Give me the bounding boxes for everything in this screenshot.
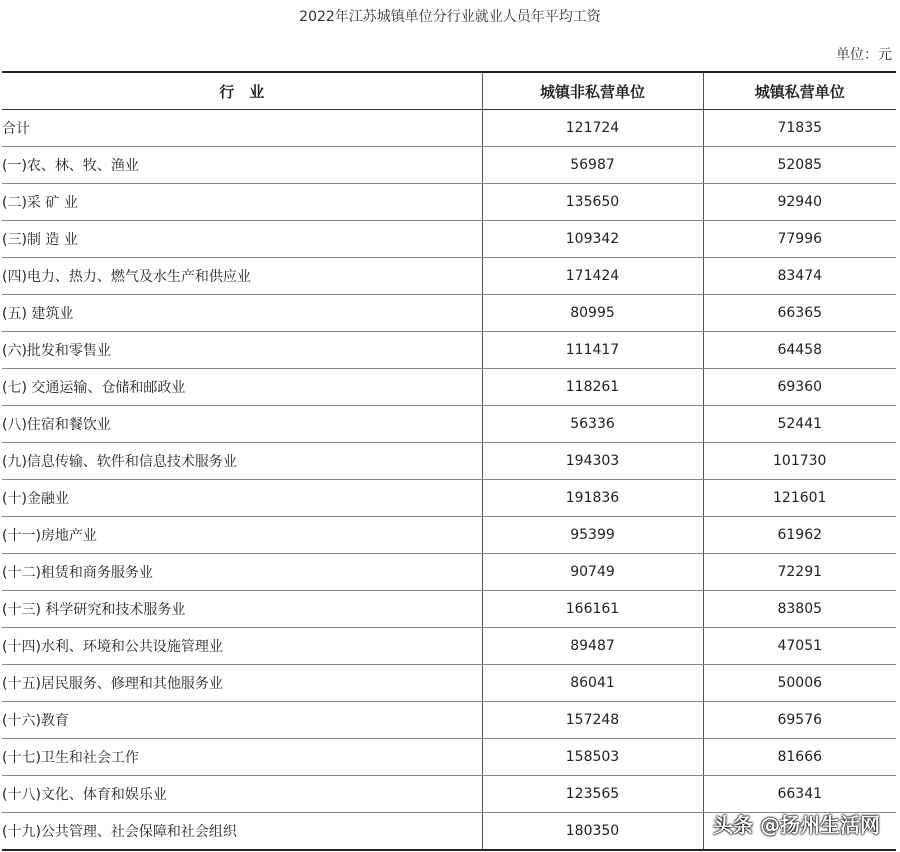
table-row xyxy=(2,443,896,480)
non-private-wage-cell: 121724 xyxy=(482,110,703,147)
table-row xyxy=(2,517,896,554)
non-private-wage-cell: 166161 xyxy=(482,591,703,628)
header-industry: 行 业 xyxy=(2,72,482,110)
private-wage-cell: 61962 xyxy=(703,517,896,554)
industry-cell: (十九)公共管理、社会保障和社会组织 xyxy=(2,813,482,851)
private-wage-cell: 101730 xyxy=(703,443,896,480)
private-wage-cell: 69360 xyxy=(703,369,896,406)
wage-table xyxy=(2,71,896,851)
table-row xyxy=(2,332,896,369)
private-wage-cell: 66341 xyxy=(703,776,896,813)
table-row xyxy=(2,554,896,591)
table-row xyxy=(2,665,896,702)
table-row xyxy=(2,184,896,221)
table-row xyxy=(2,258,896,295)
private-wage-cell: 77996 xyxy=(703,221,896,258)
non-private-wage-cell: 86041 xyxy=(482,665,703,702)
industry-cell: (六)批发和零售业 xyxy=(2,332,482,369)
industry-cell: (十)金融业 xyxy=(2,480,482,517)
non-private-wage-cell: 118261 xyxy=(482,369,703,406)
table-row xyxy=(2,221,896,258)
private-wage-cell: 71835 xyxy=(703,110,896,147)
non-private-wage-cell: 89487 xyxy=(482,628,703,665)
table-row xyxy=(2,480,896,517)
industry-cell: 合计 xyxy=(2,110,482,147)
private-wage-cell: 81666 xyxy=(703,739,896,776)
private-wage-cell: 69576 xyxy=(703,702,896,739)
header-row xyxy=(2,72,896,110)
industry-cell: (十二)租赁和商务服务业 xyxy=(2,554,482,591)
private-wage-cell: 52085 xyxy=(703,147,896,184)
table-row xyxy=(2,147,896,184)
non-private-wage-cell: 56987 xyxy=(482,147,703,184)
table-row xyxy=(2,369,896,406)
private-wage-cell: 72291 xyxy=(703,554,896,591)
non-private-wage-cell: 90749 xyxy=(482,554,703,591)
non-private-wage-cell: 157248 xyxy=(482,702,703,739)
private-wage-cell: 66365 xyxy=(703,295,896,332)
table-row xyxy=(2,591,896,628)
non-private-wage-cell: 135650 xyxy=(482,184,703,221)
table-row xyxy=(2,295,896,332)
page-title: 2022年江苏城镇单位分行业就业人员年平均工资 xyxy=(299,9,601,25)
non-private-wage-cell: 194303 xyxy=(482,443,703,480)
non-private-wage-cell: 123565 xyxy=(482,776,703,813)
private-wage-cell: 64458 xyxy=(703,332,896,369)
non-private-wage-cell: 111417 xyxy=(482,332,703,369)
table-row xyxy=(2,702,896,739)
non-private-wage-cell: 95399 xyxy=(482,517,703,554)
industry-cell: (五) 建筑业 xyxy=(2,295,482,332)
table-row xyxy=(2,776,896,813)
non-private-wage-cell: 109342 xyxy=(482,221,703,258)
table-row xyxy=(2,110,896,147)
industry-cell: (九)信息传输、软件和信息技术服务业 xyxy=(2,443,482,480)
non-private-wage-cell: 56336 xyxy=(482,406,703,443)
industry-cell: (二)采 矿 业 xyxy=(2,184,482,221)
watermark: 头条 @扬州生活网 xyxy=(713,813,880,837)
industry-cell: (十八)文化、体育和娱乐业 xyxy=(2,776,482,813)
industry-cell: (七) 交通运输、仓储和邮政业 xyxy=(2,369,482,406)
header-private: 城镇私营单位 xyxy=(703,72,896,110)
private-wage-cell: 121601 xyxy=(703,480,896,517)
private-wage-cell: 92940 xyxy=(703,184,896,221)
header-non-private: 城镇非私营单位 xyxy=(482,72,703,110)
industry-cell: (十六)教育 xyxy=(2,702,482,739)
industry-cell: (十七)卫生和社会工作 xyxy=(2,739,482,776)
industry-cell: (十三) 科学研究和技术服务业 xyxy=(2,591,482,628)
industry-cell: (十一)房地产业 xyxy=(2,517,482,554)
table-row xyxy=(2,406,896,443)
industry-cell: (十四)水利、环境和公共设施管理业 xyxy=(2,628,482,665)
private-wage-cell: 83474 xyxy=(703,258,896,295)
private-wage-cell: 83805 xyxy=(703,591,896,628)
non-private-wage-cell: 80995 xyxy=(482,295,703,332)
non-private-wage-cell: 191836 xyxy=(482,480,703,517)
private-wage-cell: 52441 xyxy=(703,406,896,443)
private-wage-cell: 47051 xyxy=(703,628,896,665)
non-private-wage-cell: 180350 xyxy=(482,813,703,851)
unit-label: 单位：元 xyxy=(836,47,892,63)
table-row xyxy=(2,739,896,776)
table-row xyxy=(2,628,896,665)
non-private-wage-cell: 171424 xyxy=(482,258,703,295)
industry-cell: (三)制 造 业 xyxy=(2,221,482,258)
non-private-wage-cell: 158503 xyxy=(482,739,703,776)
industry-cell: (四)电力、热力、燃气及水生产和供应业 xyxy=(2,258,482,295)
private-wage-cell: 50006 xyxy=(703,665,896,702)
industry-cell: (一)农、林、牧、渔业 xyxy=(2,147,482,184)
industry-cell: (八)住宿和餐饮业 xyxy=(2,406,482,443)
industry-cell: (十五)居民服务、修理和其他服务业 xyxy=(2,665,482,702)
